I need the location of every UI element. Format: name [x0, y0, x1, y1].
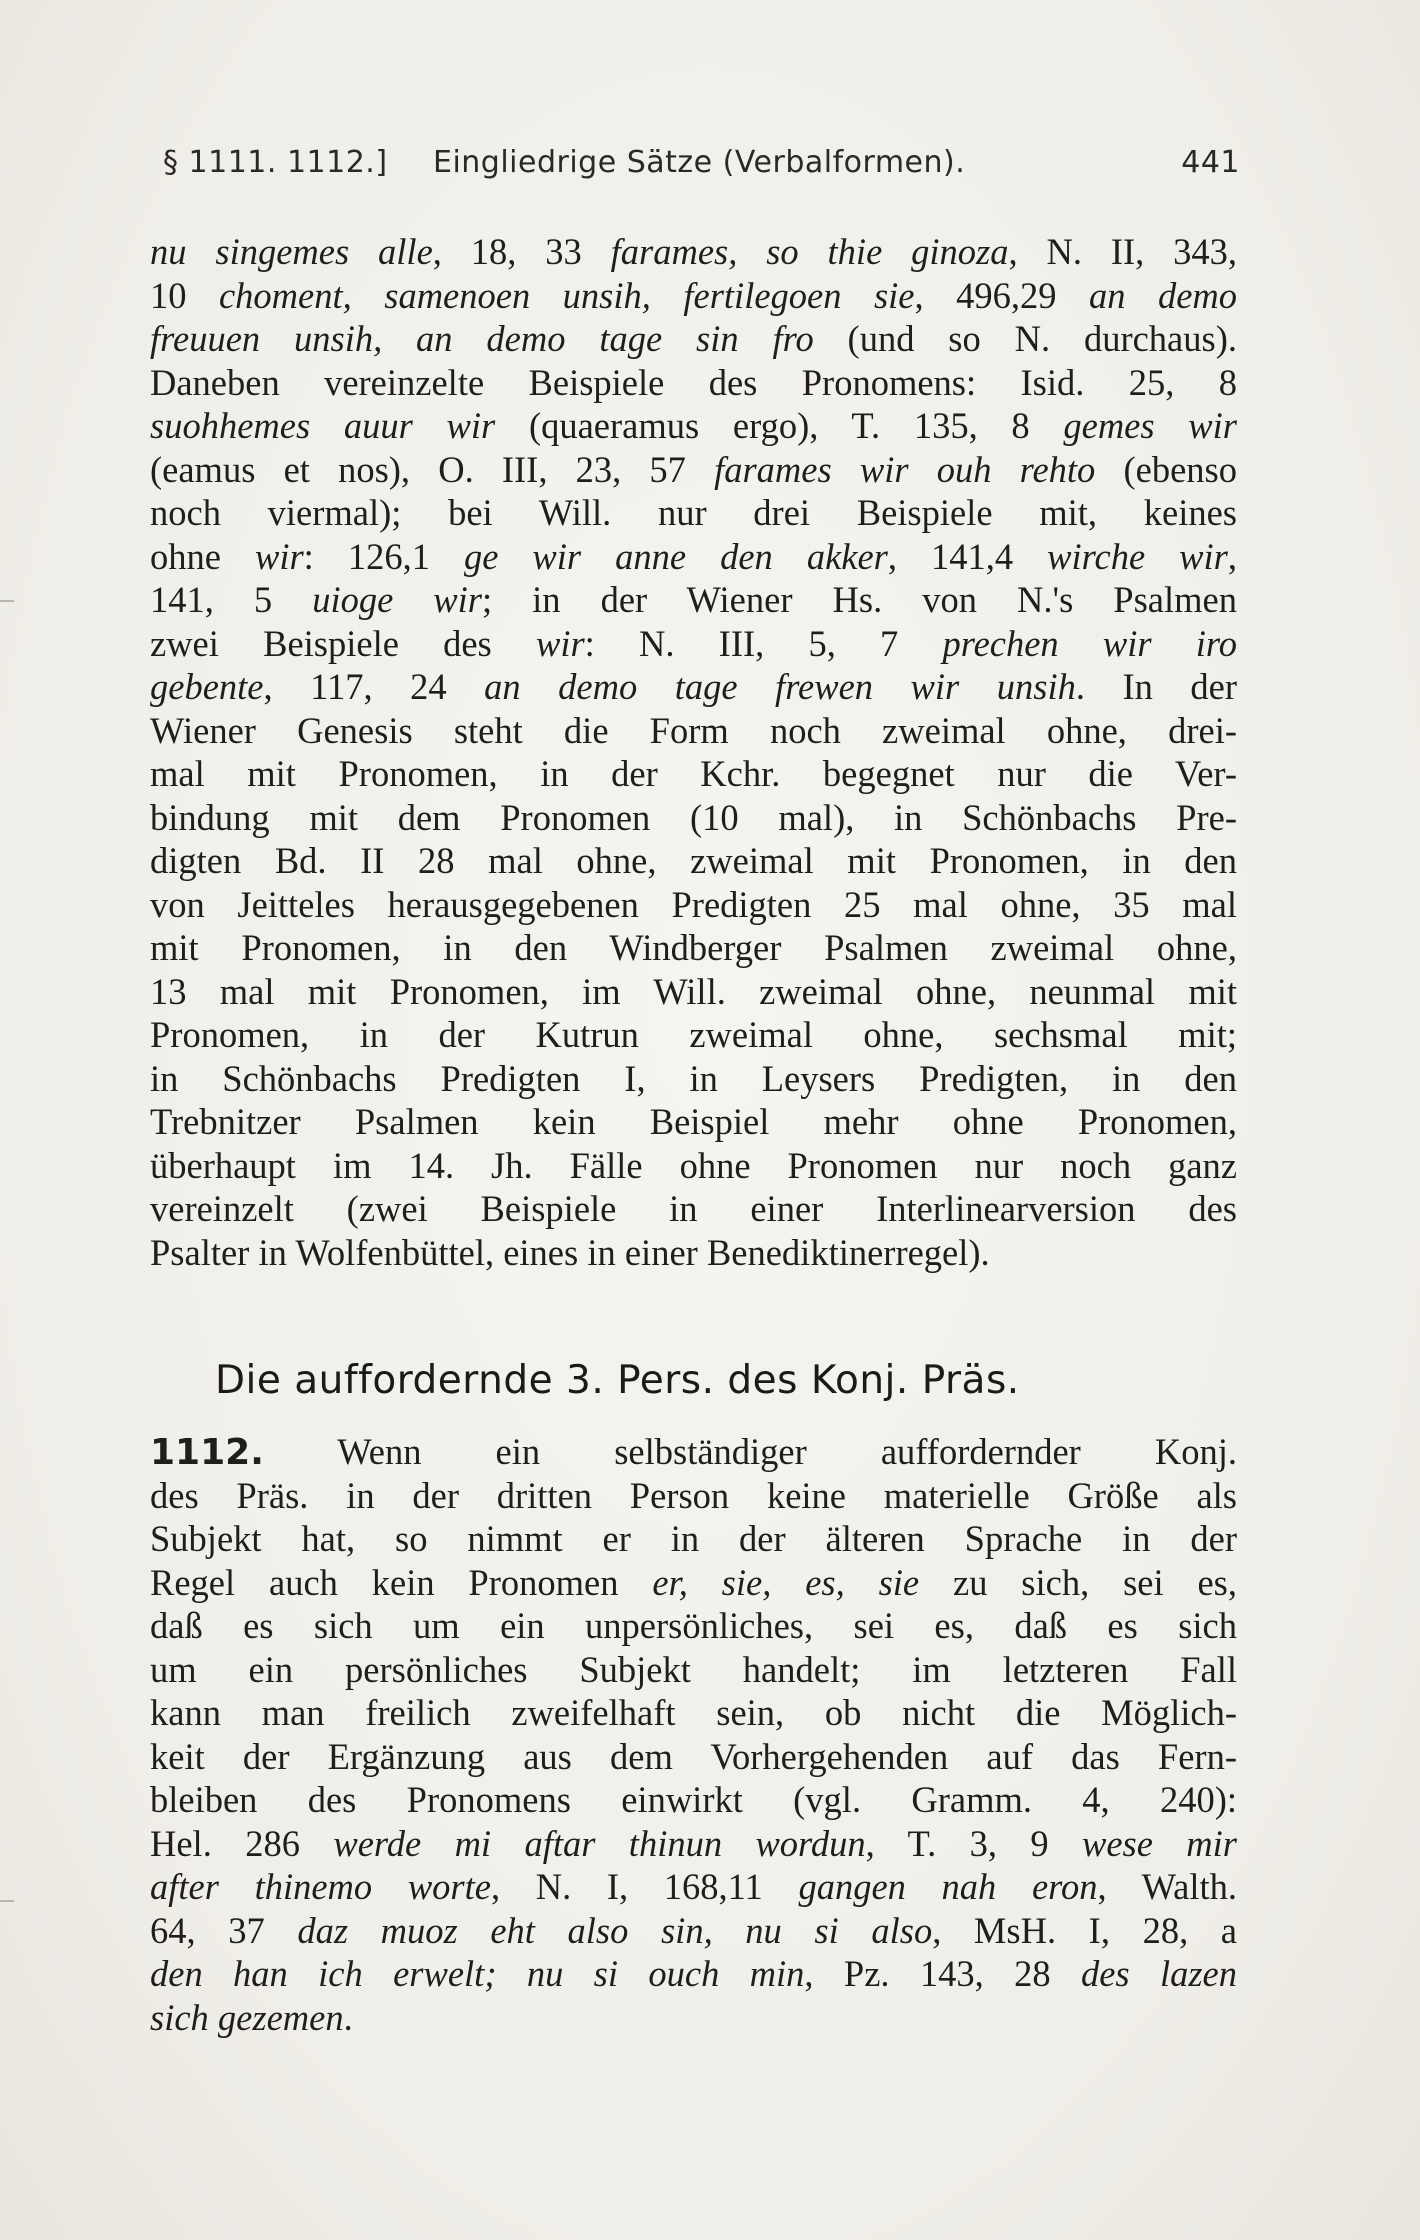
text-line: den han ich erwelt; nu si ouch min, Pz. 143, 28 des lazen — [150, 1953, 1238, 1994]
text-line: 64, 37 daz muoz eht also sin, nu si also, MsH. I, 28, a — [150, 1909, 1237, 1951]
text-line: after thinemo worte, N. I, 168,11 gangen nah eron, Walth. — [150, 1866, 1237, 1907]
text-line: um ein persönliches Subjekt handelt; im letzteren Fall — [150, 1648, 1237, 1690]
text-line: Psalter in Wolfenbüttel, eines in einer Benediktinerregel). — [150, 1231, 990, 1273]
text-line: daß es sich um ein unpersönliches, sei es, daß es sich — [150, 1605, 1237, 1646]
text-line: suohhemes auur wir (quaeramus ergo), T. 135, 8 gemes wir — [150, 405, 1237, 446]
page-number: 441 — [1181, 145, 1240, 180]
section-number: 1112. — [150, 1432, 264, 1473]
text-line: keit der Ergänzung aus dem Vorhergehenden auf das Fern- — [150, 1735, 1237, 1777]
text-line: überhaupt im 14. Jh. Fälle ohne Pronomen nur noch ganz — [150, 1144, 1237, 1186]
text-line: 10 choment, samenoen unsih, fertilegoen sie, 496,29 an demo — [150, 274, 1238, 316]
text-line: Regel auch kein Pronomen er, sie, es, sie zu sich, sei es, — [150, 1561, 1237, 1603]
text-line: 1112. Wenn ein selbständiger auffordernder Konj. — [150, 1431, 1237, 1473]
text-line: (eamus et nos), O. III, 23, 57 farames wir ouh rehto (ebenso — [150, 448, 1237, 490]
text-line: in Schönbachs Predigten I, in Leysers Predigten, in den — [150, 1057, 1237, 1099]
text-line: Hel. 286 werde mi aftar thinun wordun, T. 3, 9 wese mir — [150, 1822, 1238, 1864]
text-line: noch viermal); bei Will. nur drei Beispiele mit, keines — [150, 492, 1237, 533]
page-edge-mark — [0, 1900, 14, 1902]
section-heading: Die auffordernde 3. Pers. des Konj. Präs. — [215, 1358, 1020, 1403]
text-line: von Jeitteles herausgegebenen Predigten 25 mal ohne, 35 mal — [150, 883, 1237, 925]
text-line: digten Bd. II 28 mal ohne, zweimal mit Pronomen, in den — [150, 840, 1237, 881]
paragraph-1112 — [150, 1430, 1237, 2039]
text-line: nu singemes alle, 18, 33 farames, so thie ginoza, N. II, 343, — [150, 231, 1237, 272]
text-line: 13 mal mit Pronomen, im Will. zweimal ohne, neunmal mit — [150, 970, 1237, 1012]
text-line: zwei Beispiele des wir: N. III, 5, 7 prechen wir iro — [150, 622, 1238, 664]
text-line: Daneben vereinzelte Beispiele des Pronomens: Isid. 25, 8 — [150, 361, 1237, 403]
text-line: mal mit Pronomen, in der Kchr. begegnet nur die Ver- — [150, 753, 1237, 794]
text-line: des Präs. in der dritten Person keine materielle Größe als — [150, 1474, 1237, 1516]
text-line: kann man freilich zweifelhaft sein, ob nicht die Möglich- — [150, 1692, 1237, 1733]
text-line: freuuen unsih, an demo tage sin fro (und so N. durchaus). — [150, 318, 1237, 359]
text-line: Pronomen, in der Kutrun zweimal ohne, sechsmal mit; — [150, 1014, 1237, 1055]
paragraph-1111-continuation — [150, 230, 1237, 1274]
header-title: Eingliedrige Sätze (Verbalformen). — [433, 145, 966, 180]
text-line: sich gezemen. — [150, 1996, 353, 2038]
text-line: Wiener Genesis steht die Form noch zweimal ohne, drei- — [150, 709, 1237, 751]
text-line: bindung mit dem Pronomen (10 mal), in Schönbachs Pre- — [150, 796, 1237, 838]
text-line: ohne wir: 126,1 ge wir anne den akker, 141,4 wirche wir, — [150, 535, 1237, 577]
text-line: Trebnitzer Psalmen kein Beispiel mehr ohne Pronomen, — [150, 1101, 1237, 1142]
text-line: Subjekt hat, so nimmt er in der älteren Sprache in der — [150, 1518, 1237, 1559]
text-line: mit Pronomen, in den Windberger Psalmen zweimal ohne, — [150, 927, 1237, 968]
header-section-ref: § 1111. 1112.] — [163, 145, 388, 180]
text-line: gebente, 117, 24 an demo tage frewen wir unsih. In der — [150, 666, 1237, 707]
text-line: vereinzelt (zwei Beispiele in einer Interlinearversion des — [150, 1188, 1237, 1229]
text-line: bleiben des Pronomens einwirkt (vgl. Gramm. 4, 240): — [150, 1779, 1237, 1820]
running-header — [163, 145, 1240, 189]
text-line: 141, 5 uioge wir; in der Wiener Hs. von N.'s Psalmen — [150, 579, 1237, 620]
page-edge-mark — [0, 600, 14, 602]
